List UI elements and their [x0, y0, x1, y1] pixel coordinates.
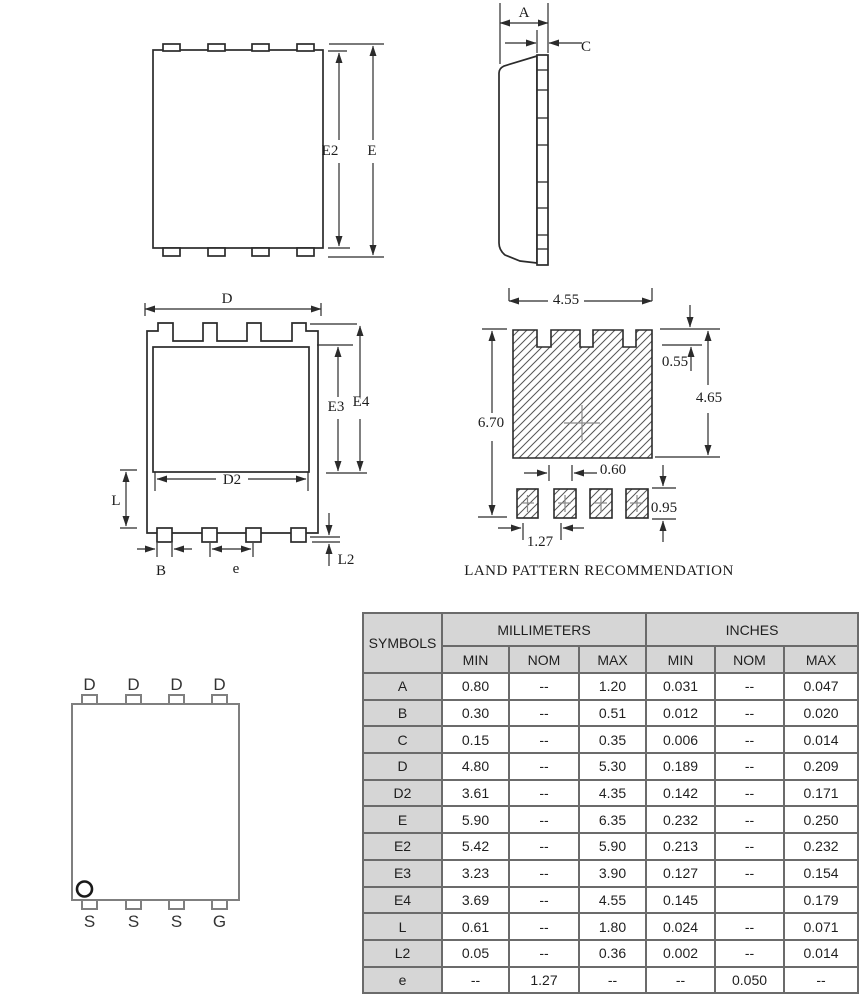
value-cell: 0.047 [784, 673, 858, 700]
mm-max-header: MAX [579, 646, 646, 673]
value-cell: 0.154 [784, 860, 858, 887]
symbol-cell: L2 [363, 940, 442, 967]
value-cell: 0.05 [442, 940, 509, 967]
value-cell: 0.232 [784, 833, 858, 860]
symbols-header: SYMBOLS [363, 613, 442, 673]
value-cell: 1.80 [579, 913, 646, 940]
dimension-label-e4: E4 [352, 394, 370, 410]
dimension-label-0-95: 0.95 [650, 500, 678, 516]
land-pattern-pads [513, 330, 652, 518]
value-cell: -- [715, 940, 784, 967]
value-cell: -- [715, 726, 784, 753]
value-cell: 5.42 [442, 833, 509, 860]
value-cell: 4.35 [579, 780, 646, 807]
value-cell: 0.30 [442, 700, 509, 727]
table-row [363, 726, 858, 753]
symbol-cell: L [363, 913, 442, 940]
value-cell: 0.232 [646, 806, 715, 833]
value-cell: 0.80 [442, 673, 509, 700]
side-view-drawing [480, 0, 615, 285]
value-cell: 0.35 [579, 726, 646, 753]
dim-small-pad-height [651, 465, 677, 542]
dimension-label-0-60: 0.60 [599, 462, 627, 478]
value-cell: -- [509, 806, 579, 833]
table-row [363, 887, 858, 914]
value-cell: 0.213 [646, 833, 715, 860]
pin-label-top-1: D [83, 675, 96, 694]
dimension-label-4-65: 4.65 [695, 390, 723, 406]
value-cell: -- [579, 967, 646, 994]
value-cell: -- [509, 780, 579, 807]
value-cell: -- [715, 673, 784, 700]
table-row [363, 833, 858, 860]
dim-notch-depth [660, 305, 720, 371]
dim-overall-height [478, 329, 507, 517]
pin1-marker-icon [77, 882, 92, 897]
mm-min-header: MIN [442, 646, 509, 673]
pin-label-bottom-3: S [170, 912, 183, 931]
symbol-cell: E2 [363, 833, 442, 860]
pin-label-top-3: D [170, 675, 183, 694]
value-cell: 0.36 [579, 940, 646, 967]
pin-label-bottom-2: S [127, 912, 140, 931]
bottom-view-drawing [100, 285, 380, 585]
dimension-label-c: C [580, 39, 592, 55]
value-cell: 0.51 [579, 700, 646, 727]
symbol-cell: C [363, 726, 442, 753]
value-cell: 1.27 [509, 967, 579, 994]
symbol-cell: A [363, 673, 442, 700]
value-cell: 1.20 [579, 673, 646, 700]
inches-header: INCHES [646, 613, 858, 646]
dim-e3 [317, 345, 353, 471]
table-row [363, 806, 858, 833]
dim-land-width [509, 288, 652, 308]
dimension-label-4-55: 4.55 [552, 292, 580, 308]
dim-b [137, 543, 192, 579]
value-cell: 0.014 [784, 940, 858, 967]
dimension-label-b: B [155, 563, 167, 579]
pinout-body [72, 695, 239, 909]
dim-e-pitch [210, 543, 253, 577]
value-cell [715, 887, 784, 914]
table-row [363, 753, 858, 780]
value-cell: 0.012 [646, 700, 715, 727]
dim-l [111, 470, 137, 528]
table-row [363, 780, 858, 807]
value-cell: -- [509, 753, 579, 780]
value-cell: -- [442, 967, 509, 994]
symbol-cell: D [363, 753, 442, 780]
dim-e2 [322, 51, 350, 248]
pin-label-top-4: D [213, 675, 226, 694]
dimension-label-d: D [221, 291, 233, 307]
symbol-cell: B [363, 700, 442, 727]
symbol-cell: E4 [363, 887, 442, 914]
value-cell: -- [784, 967, 858, 994]
value-cell: 0.179 [784, 887, 858, 914]
exposed-pad [153, 347, 309, 472]
pin-label-top-2: D [127, 675, 140, 694]
value-cell: 0.250 [784, 806, 858, 833]
value-cell: 5.30 [579, 753, 646, 780]
value-cell: 0.031 [646, 673, 715, 700]
value-cell: -- [509, 940, 579, 967]
value-cell: -- [509, 860, 579, 887]
value-cell: 3.69 [442, 887, 509, 914]
value-cell: -- [715, 753, 784, 780]
dimension-label-a: A [518, 5, 530, 21]
value-cell: 4.80 [442, 753, 509, 780]
value-cell: 0.142 [646, 780, 715, 807]
land-pattern-drawing [460, 285, 780, 585]
package-body-bottom-view [147, 323, 318, 542]
value-cell: -- [646, 967, 715, 994]
table-row [363, 860, 858, 887]
value-cell: 0.209 [784, 753, 858, 780]
dim-pitch [498, 523, 584, 550]
value-cell: 0.002 [646, 940, 715, 967]
value-cell: 3.90 [579, 860, 646, 887]
dimension-label-e: E [367, 143, 377, 159]
value-cell: 3.23 [442, 860, 509, 887]
pin-label-bottom-1: S [83, 912, 96, 931]
symbol-cell: E3 [363, 860, 442, 887]
value-cell: -- [715, 700, 784, 727]
pinout-drawing [40, 650, 280, 940]
value-cell: 0.171 [784, 780, 858, 807]
value-cell: 0.145 [646, 887, 715, 914]
dimension-label-1-27: 1.27 [526, 534, 554, 550]
value-cell: -- [715, 833, 784, 860]
dimension-label-l2: L2 [337, 552, 355, 568]
in-nom-header: NOM [715, 646, 784, 673]
value-cell: -- [715, 913, 784, 940]
value-cell: 0.014 [784, 726, 858, 753]
value-cell: -- [715, 806, 784, 833]
dimension-table-body [363, 673, 858, 993]
mm-nom-header: NOM [509, 646, 579, 673]
table-row [363, 913, 858, 940]
value-cell: -- [509, 887, 579, 914]
value-cell: 0.61 [442, 913, 509, 940]
value-cell: 0.15 [442, 726, 509, 753]
value-cell: 4.55 [579, 887, 646, 914]
land-pattern-caption: LAND PATTERN RECOMMENDATION [464, 563, 734, 579]
dimension-label-e2: E2 [321, 143, 339, 159]
value-cell: -- [715, 860, 784, 887]
symbol-cell: e [363, 967, 442, 994]
package-body-top-view [153, 44, 323, 256]
top-view-drawing [110, 15, 400, 270]
value-cell: 0.050 [715, 967, 784, 994]
value-cell: -- [715, 780, 784, 807]
value-cell: 0.127 [646, 860, 715, 887]
value-cell: 0.189 [646, 753, 715, 780]
symbol-cell: D2 [363, 780, 442, 807]
signal-pads [517, 489, 648, 518]
value-cell: -- [509, 726, 579, 753]
dim-d [145, 291, 321, 316]
dim-pad-height [655, 331, 722, 457]
millimeters-header: MILLIMETERS [442, 613, 646, 646]
value-cell: 0.006 [646, 726, 715, 753]
value-cell: 0.024 [646, 913, 715, 940]
value-cell: 5.90 [442, 806, 509, 833]
value-cell: -- [509, 833, 579, 860]
table-row [363, 940, 858, 967]
in-max-header: MAX [784, 646, 858, 673]
value-cell: -- [509, 673, 579, 700]
dimension-label-e3: E3 [327, 399, 345, 415]
dimension-table-container [362, 612, 859, 994]
pin-label-bottom-4: G [212, 912, 227, 931]
value-cell: 0.071 [784, 913, 858, 940]
dimension-label-e-pitch: e [232, 561, 240, 577]
dimension-label-d2: D2 [222, 472, 242, 488]
dimension-table [362, 612, 859, 994]
value-cell: 3.61 [442, 780, 509, 807]
dimension-label-0-55: 0.55 [661, 354, 689, 370]
value-cell: 5.90 [579, 833, 646, 860]
value-cell: -- [509, 913, 579, 940]
value-cell: 6.35 [579, 806, 646, 833]
dim-pad-gap [524, 462, 626, 481]
table-row [363, 967, 858, 994]
table-row [363, 700, 858, 727]
dimension-label-6-70: 6.70 [477, 415, 505, 431]
value-cell: 0.020 [784, 700, 858, 727]
package-body-side-view [499, 55, 548, 265]
in-min-header: MIN [646, 646, 715, 673]
value-cell: -- [509, 700, 579, 727]
symbol-cell: E [363, 806, 442, 833]
table-row [363, 673, 858, 700]
dimension-label-l: L [111, 493, 121, 509]
